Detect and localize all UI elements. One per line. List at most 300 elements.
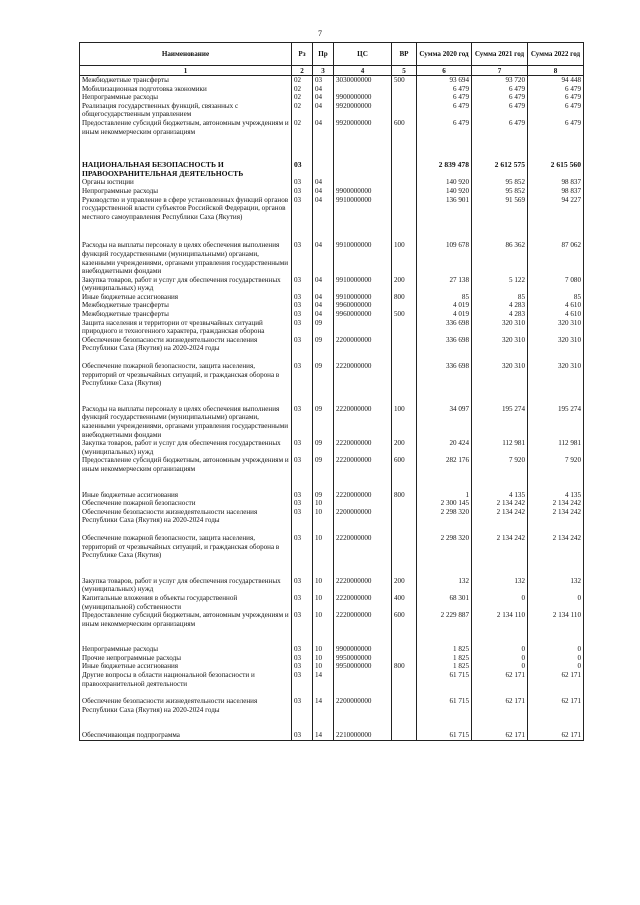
row-name: Межбюджетные трансферты bbox=[80, 310, 292, 319]
column-number: 3 bbox=[313, 66, 334, 76]
row-vr bbox=[392, 187, 417, 196]
row-vr bbox=[392, 336, 417, 362]
row-cs: 2220000000 bbox=[334, 611, 392, 645]
row-cs bbox=[334, 178, 392, 187]
row-name: Расходы на выплаты персоналу в целях обеспечения выполнения функций государственными (муниципальными) органами, казенными учреждениями, органами управления государственными внебюджетными фондами bbox=[80, 405, 292, 439]
row-name: Закупка товаров, работ и услуг для обеспечения государственных (муниципальных) нужд bbox=[80, 439, 292, 456]
row-sum-2022: 94 227 bbox=[528, 196, 584, 242]
row-cs: 9900000000 bbox=[334, 645, 392, 654]
column-number: 2 bbox=[292, 66, 313, 76]
row-sum-2022: 4 610 bbox=[528, 310, 584, 319]
row-rz: 03 bbox=[292, 491, 313, 500]
column-number: 4 bbox=[334, 66, 392, 76]
row-sum-2022: 98 837 bbox=[528, 178, 584, 187]
row-sum-2022: 62 171 bbox=[528, 731, 584, 740]
row-sum-2021: 4 283 bbox=[472, 301, 528, 310]
row-pr: 04 bbox=[313, 301, 334, 310]
row-sum-2021: 0 bbox=[472, 654, 528, 663]
row-sum-2021: 6 479 bbox=[472, 93, 528, 102]
header-vr: ВР bbox=[392, 43, 417, 66]
row-vr bbox=[392, 153, 417, 178]
table-row bbox=[80, 697, 584, 731]
row-sum-2021: 91 569 bbox=[472, 196, 528, 242]
row-sum-2022: 98 837 bbox=[528, 187, 584, 196]
row-sum-2021: 2 134 242 bbox=[472, 508, 528, 534]
row-rz: 03 bbox=[292, 731, 313, 740]
row-pr: 10 bbox=[313, 611, 334, 645]
row-rz: 03 bbox=[292, 611, 313, 645]
table-row bbox=[80, 577, 584, 594]
row-cs bbox=[334, 85, 392, 94]
row-pr: 10 bbox=[313, 662, 334, 671]
row-sum-2021: 7 920 bbox=[472, 456, 528, 490]
column-number: 6 bbox=[417, 66, 472, 76]
row-cs: 2220000000 bbox=[334, 439, 392, 456]
row-sum-2022: 94 448 bbox=[528, 76, 584, 85]
row-pr: 10 bbox=[313, 594, 334, 611]
row-sum-2021: 95 852 bbox=[472, 178, 528, 187]
row-sum-2020: 140 920 bbox=[417, 178, 472, 187]
row-pr: 04 bbox=[313, 293, 334, 302]
row-name: Иные бюджетные ассигнования bbox=[80, 662, 292, 671]
row-sum-2020: 1 825 bbox=[417, 654, 472, 663]
row-sum-2020: 2 300 145 bbox=[417, 499, 472, 508]
row-sum-2021: 2 134 242 bbox=[472, 499, 528, 508]
row-sum-2021: 6 479 bbox=[472, 102, 528, 119]
table-row bbox=[80, 178, 584, 187]
table-row bbox=[80, 534, 584, 577]
row-sum-2020: 136 901 bbox=[417, 196, 472, 242]
row-vr bbox=[392, 301, 417, 310]
row-sum-2022: 62 171 bbox=[528, 697, 584, 731]
row-sum-2020: 282 176 bbox=[417, 456, 472, 490]
row-sum-2020: 336 698 bbox=[417, 319, 472, 336]
row-cs: 9910000000 bbox=[334, 276, 392, 293]
row-pr: 10 bbox=[313, 654, 334, 663]
row-name: Непрограммные расходы bbox=[80, 645, 292, 654]
row-rz: 03 bbox=[292, 508, 313, 534]
row-rz: 02 bbox=[292, 76, 313, 85]
table-row bbox=[80, 276, 584, 293]
header-sum-2020: Сумма 2020 год bbox=[417, 43, 472, 66]
row-vr bbox=[392, 654, 417, 663]
row-sum-2022: 62 171 bbox=[528, 671, 584, 697]
table-row bbox=[80, 153, 584, 178]
page-number: 7 bbox=[318, 29, 322, 38]
table-row bbox=[80, 611, 584, 645]
table-row bbox=[80, 439, 584, 456]
row-sum-2022: 7 080 bbox=[528, 276, 584, 293]
row-vr: 800 bbox=[392, 491, 417, 500]
column-number: 7 bbox=[472, 66, 528, 76]
row-pr: 04 bbox=[313, 187, 334, 196]
row-sum-2022: 4 610 bbox=[528, 301, 584, 310]
row-vr: 500 bbox=[392, 76, 417, 85]
row-sum-2020: 6 479 bbox=[417, 93, 472, 102]
row-sum-2021: 0 bbox=[472, 594, 528, 611]
row-pr: 04 bbox=[313, 93, 334, 102]
row-vr bbox=[392, 499, 417, 508]
table-row bbox=[80, 594, 584, 611]
row-name: Межбюджетные трансферты bbox=[80, 76, 292, 85]
row-rz: 03 bbox=[292, 336, 313, 362]
row-pr: 04 bbox=[313, 276, 334, 293]
row-cs: 2220000000 bbox=[334, 456, 392, 490]
row-sum-2021: 0 bbox=[472, 645, 528, 654]
row-sum-2021: 93 720 bbox=[472, 76, 528, 85]
row-cs: 2200000000 bbox=[334, 336, 392, 362]
row-vr: 600 bbox=[392, 611, 417, 645]
row-cs: 2220000000 bbox=[334, 594, 392, 611]
table-row bbox=[80, 336, 584, 362]
row-sum-2022: 0 bbox=[528, 645, 584, 654]
row-rz: 03 bbox=[292, 153, 313, 178]
table-row bbox=[80, 301, 584, 310]
row-rz: 03 bbox=[292, 439, 313, 456]
row-sum-2020: 61 715 bbox=[417, 697, 472, 731]
row-sum-2021: 132 bbox=[472, 577, 528, 594]
row-rz: 03 bbox=[292, 319, 313, 336]
row-sum-2022: 7 920 bbox=[528, 456, 584, 490]
table-row bbox=[80, 241, 584, 275]
row-vr bbox=[392, 178, 417, 187]
table-row bbox=[80, 654, 584, 663]
row-sum-2022: 6 479 bbox=[528, 93, 584, 102]
row-sum-2021: 4 135 bbox=[472, 491, 528, 500]
row-rz: 02 bbox=[292, 102, 313, 119]
row-vr: 200 bbox=[392, 276, 417, 293]
row-vr: 600 bbox=[392, 119, 417, 153]
row-vr: 100 bbox=[392, 405, 417, 439]
row-sum-2021: 6 479 bbox=[472, 85, 528, 94]
row-sum-2021: 62 171 bbox=[472, 697, 528, 731]
row-pr: 09 bbox=[313, 405, 334, 439]
row-name: Расходы на выплаты персоналу в целях обеспечения выполнения функций государственными (муниципальными) органами, казенными учреждениями, органами управления государственными внебюджетными фондами bbox=[80, 241, 292, 275]
row-sum-2020: 2 229 887 bbox=[417, 611, 472, 645]
row-cs: 3030000000 bbox=[334, 76, 392, 85]
row-cs: 9950000000 bbox=[334, 662, 392, 671]
row-sum-2021: 320 310 bbox=[472, 362, 528, 405]
header-row bbox=[80, 43, 584, 66]
row-sum-2022: 132 bbox=[528, 577, 584, 594]
row-sum-2020: 1 825 bbox=[417, 662, 472, 671]
table-row bbox=[80, 405, 584, 439]
row-vr: 500 bbox=[392, 310, 417, 319]
row-sum-2022: 112 981 bbox=[528, 439, 584, 456]
row-rz: 03 bbox=[292, 196, 313, 242]
header-sum-2021: Сумма 2021 год bbox=[472, 43, 528, 66]
row-sum-2022: 0 bbox=[528, 594, 584, 611]
row-name: Непрограммные расходы bbox=[80, 187, 292, 196]
row-sum-2022: 2 134 242 bbox=[528, 508, 584, 534]
row-rz: 03 bbox=[292, 456, 313, 490]
row-sum-2020: 4 019 bbox=[417, 310, 472, 319]
row-rz: 03 bbox=[292, 301, 313, 310]
row-cs: 2220000000 bbox=[334, 534, 392, 577]
row-sum-2022: 4 135 bbox=[528, 491, 584, 500]
column-number: 1 bbox=[80, 66, 292, 76]
row-vr: 800 bbox=[392, 293, 417, 302]
row-name: Обеспечение пожарной безопасности bbox=[80, 499, 292, 508]
row-rz: 03 bbox=[292, 577, 313, 594]
row-cs: 2220000000 bbox=[334, 405, 392, 439]
row-rz: 03 bbox=[292, 405, 313, 439]
row-cs: 9910000000 bbox=[334, 293, 392, 302]
row-sum-2021: 95 852 bbox=[472, 187, 528, 196]
table-row bbox=[80, 645, 584, 654]
row-pr: 09 bbox=[313, 362, 334, 405]
row-sum-2020: 4 019 bbox=[417, 301, 472, 310]
row-sum-2020: 1 bbox=[417, 491, 472, 500]
row-sum-2020: 1 825 bbox=[417, 645, 472, 654]
row-vr bbox=[392, 93, 417, 102]
row-pr: 04 bbox=[313, 310, 334, 319]
row-name: Обеспечение пожарной безопасности, защита населения, территорий от чрезвычайных ситуаций, и гражданская оборона в Республике Саха (Якутия) bbox=[80, 362, 292, 405]
row-rz: 03 bbox=[292, 697, 313, 731]
row-sum-2022: 2 134 242 bbox=[528, 534, 584, 577]
row-name: Закупка товаров, работ и услуг для обеспечения государственных (муниципальных) нужд bbox=[80, 276, 292, 293]
row-name: Иные бюджетные ассигнования bbox=[80, 293, 292, 302]
row-sum-2021: 320 310 bbox=[472, 336, 528, 362]
row-pr: 10 bbox=[313, 508, 334, 534]
row-pr: 04 bbox=[313, 85, 334, 94]
row-sum-2022: 0 bbox=[528, 662, 584, 671]
row-pr: 03 bbox=[313, 76, 334, 85]
row-rz: 03 bbox=[292, 534, 313, 577]
row-sum-2022: 320 310 bbox=[528, 319, 584, 336]
row-pr: 14 bbox=[313, 731, 334, 740]
row-vr bbox=[392, 731, 417, 740]
row-sum-2021: 5 122 bbox=[472, 276, 528, 293]
row-vr bbox=[392, 671, 417, 697]
row-sum-2021: 2 612 575 bbox=[472, 153, 528, 178]
row-sum-2022: 85 bbox=[528, 293, 584, 302]
row-rz: 03 bbox=[292, 293, 313, 302]
row-sum-2020: 27 138 bbox=[417, 276, 472, 293]
row-cs: 9900000000 bbox=[334, 93, 392, 102]
row-rz: 03 bbox=[292, 645, 313, 654]
row-sum-2022: 320 310 bbox=[528, 362, 584, 405]
row-name: Руководство и управление в сфере установленных функций органов государственной власти субъектов Российской Федерации, органов местного самоуправления Республики Саха (Якутия) bbox=[80, 196, 292, 242]
row-vr bbox=[392, 102, 417, 119]
row-cs bbox=[334, 153, 392, 178]
row-sum-2022: 195 274 bbox=[528, 405, 584, 439]
table-row bbox=[80, 319, 584, 336]
row-sum-2020: 336 698 bbox=[417, 362, 472, 405]
table-row bbox=[80, 731, 584, 740]
table-row bbox=[80, 293, 584, 302]
row-pr: 14 bbox=[313, 697, 334, 731]
table-row bbox=[80, 508, 584, 534]
row-vr bbox=[392, 697, 417, 731]
table-row bbox=[80, 671, 584, 697]
table-row bbox=[80, 491, 584, 500]
row-name: Непрограммные расходы bbox=[80, 93, 292, 102]
table-body bbox=[80, 76, 584, 741]
row-name: Предоставление субсидий бюджетным, автономным учреждениям и иным некоммерческим организациям bbox=[80, 119, 292, 153]
table-row bbox=[80, 196, 584, 242]
row-rz: 02 bbox=[292, 93, 313, 102]
row-vr bbox=[392, 319, 417, 336]
row-sum-2022: 2 134 242 bbox=[528, 499, 584, 508]
row-name: Предоставление субсидий бюджетным, автономным учреждениям и иным некоммерческим организациям bbox=[80, 611, 292, 645]
row-sum-2020: 93 694 bbox=[417, 76, 472, 85]
row-sum-2022: 87 062 bbox=[528, 241, 584, 275]
budget-table bbox=[79, 42, 584, 741]
table-row bbox=[80, 119, 584, 153]
row-cs bbox=[334, 499, 392, 508]
table-row bbox=[80, 310, 584, 319]
row-sum-2020: 61 715 bbox=[417, 731, 472, 740]
row-pr: 04 bbox=[313, 119, 334, 153]
row-sum-2021: 2 134 242 bbox=[472, 534, 528, 577]
row-rz: 03 bbox=[292, 241, 313, 275]
row-pr: 10 bbox=[313, 645, 334, 654]
row-name: НАЦИОНАЛЬНАЯ БЕЗОПАСНОСТЬ И ПРАВООХРАНИТЕЛЬНАЯ ДЕЯТЕЛЬНОСТЬ bbox=[80, 153, 292, 178]
table-row bbox=[80, 499, 584, 508]
table-row bbox=[80, 102, 584, 119]
row-name: Обеспечивающая подпрограмма bbox=[80, 731, 292, 740]
row-name: Иные бюджетные ассигнования bbox=[80, 491, 292, 500]
table-row bbox=[80, 187, 584, 196]
row-cs: 2200000000 bbox=[334, 508, 392, 534]
row-pr bbox=[313, 153, 334, 178]
row-name: Обеспечение безопасности жизнедеятельности населения Республики Саха (Якутия) на 2020-2024 годы bbox=[80, 336, 292, 362]
header-sum-2022: Сумма 2022 год bbox=[528, 43, 584, 66]
row-sum-2021: 85 bbox=[472, 293, 528, 302]
row-sum-2022: 2 615 560 bbox=[528, 153, 584, 178]
row-name: Органы юстиции bbox=[80, 178, 292, 187]
row-pr: 04 bbox=[313, 196, 334, 242]
row-rz: 03 bbox=[292, 499, 313, 508]
row-cs: 2210000000 bbox=[334, 731, 392, 740]
row-pr: 09 bbox=[313, 491, 334, 500]
row-sum-2020: 85 bbox=[417, 293, 472, 302]
table-row bbox=[80, 362, 584, 405]
row-name: Другие вопросы в области национальной безопасности и правоохранительной деятельности bbox=[80, 671, 292, 697]
row-cs: 9950000000 bbox=[334, 654, 392, 663]
row-sum-2021: 0 bbox=[472, 662, 528, 671]
row-pr: 09 bbox=[313, 319, 334, 336]
row-sum-2020: 6 479 bbox=[417, 102, 472, 119]
row-rz: 03 bbox=[292, 276, 313, 293]
row-rz: 02 bbox=[292, 119, 313, 153]
header-name: Наименование bbox=[80, 43, 292, 66]
row-vr: 200 bbox=[392, 439, 417, 456]
row-sum-2020: 20 424 bbox=[417, 439, 472, 456]
row-vr bbox=[392, 85, 417, 94]
row-rz: 03 bbox=[292, 654, 313, 663]
row-name: Закупка товаров, работ и услуг для обеспечения государственных (муниципальных) нужд bbox=[80, 577, 292, 594]
row-sum-2021: 62 171 bbox=[472, 731, 528, 740]
table-row bbox=[80, 85, 584, 94]
row-cs: 9910000000 bbox=[334, 241, 392, 275]
row-sum-2022: 6 479 bbox=[528, 102, 584, 119]
table-row bbox=[80, 93, 584, 102]
row-vr: 400 bbox=[392, 594, 417, 611]
row-vr bbox=[392, 534, 417, 577]
row-pr: 10 bbox=[313, 499, 334, 508]
row-pr: 09 bbox=[313, 456, 334, 490]
row-pr: 14 bbox=[313, 671, 334, 697]
row-sum-2021: 320 310 bbox=[472, 319, 528, 336]
row-rz: 03 bbox=[292, 362, 313, 405]
row-pr: 10 bbox=[313, 534, 334, 577]
row-vr bbox=[392, 645, 417, 654]
row-sum-2022: 0 bbox=[528, 654, 584, 663]
row-vr: 200 bbox=[392, 577, 417, 594]
row-cs: 9920000000 bbox=[334, 102, 392, 119]
row-sum-2022: 2 134 110 bbox=[528, 611, 584, 645]
row-pr: 04 bbox=[313, 178, 334, 187]
row-sum-2022: 6 479 bbox=[528, 119, 584, 153]
row-sum-2021: 62 171 bbox=[472, 671, 528, 697]
row-vr: 600 bbox=[392, 456, 417, 490]
row-name: Обеспечение пожарной безопасности, защита населения, территорий от чрезвычайных ситуаций, и гражданская оборона в Республике Саха (Якутия) bbox=[80, 534, 292, 577]
header-pr: Пр bbox=[313, 43, 334, 66]
row-sum-2021: 6 479 bbox=[472, 119, 528, 153]
row-vr: 800 bbox=[392, 662, 417, 671]
row-name: Предоставление субсидий бюджетным, автономным учреждениям и иным некоммерческим организациям bbox=[80, 456, 292, 490]
row-rz: 03 bbox=[292, 594, 313, 611]
row-sum-2021: 4 283 bbox=[472, 310, 528, 319]
row-rz: 03 bbox=[292, 187, 313, 196]
row-vr: 100 bbox=[392, 241, 417, 275]
row-rz: 03 bbox=[292, 671, 313, 697]
row-name: Защита населения и территории от чрезвычайных ситуаций природного и техногенного характера, гражданская оборона bbox=[80, 319, 292, 336]
row-rz: 03 bbox=[292, 662, 313, 671]
column-number: 8 bbox=[528, 66, 584, 76]
row-sum-2020: 336 698 bbox=[417, 336, 472, 362]
row-cs: 2220000000 bbox=[334, 362, 392, 405]
row-cs bbox=[334, 671, 392, 697]
row-cs bbox=[334, 319, 392, 336]
row-rz: 02 bbox=[292, 85, 313, 94]
row-cs: 9910000000 bbox=[334, 196, 392, 242]
row-sum-2020: 61 715 bbox=[417, 671, 472, 697]
row-name: Реализация государственных функций, связанных с общегосударственным управлением bbox=[80, 102, 292, 119]
row-sum-2020: 109 678 bbox=[417, 241, 472, 275]
column-number: 5 bbox=[392, 66, 417, 76]
row-cs: 2200000000 bbox=[334, 697, 392, 731]
row-name: Межбюджетные трансферты bbox=[80, 301, 292, 310]
column-number-row bbox=[80, 66, 584, 76]
row-sum-2021: 86 362 bbox=[472, 241, 528, 275]
row-sum-2020: 6 479 bbox=[417, 119, 472, 153]
row-sum-2021: 112 981 bbox=[472, 439, 528, 456]
row-cs: 9920000000 bbox=[334, 119, 392, 153]
row-sum-2021: 195 274 bbox=[472, 405, 528, 439]
row-cs: 9900000000 bbox=[334, 187, 392, 196]
row-pr: 04 bbox=[313, 102, 334, 119]
row-vr bbox=[392, 362, 417, 405]
table-row bbox=[80, 456, 584, 490]
row-rz: 03 bbox=[292, 310, 313, 319]
table-row bbox=[80, 76, 584, 85]
row-cs: 2220000000 bbox=[334, 577, 392, 594]
row-name: Мобилизационная подготовка экономики bbox=[80, 85, 292, 94]
row-sum-2021: 2 134 110 bbox=[472, 611, 528, 645]
row-cs: 9960000000 bbox=[334, 310, 392, 319]
row-pr: 10 bbox=[313, 577, 334, 594]
row-sum-2020: 140 920 bbox=[417, 187, 472, 196]
row-sum-2022: 6 479 bbox=[528, 85, 584, 94]
row-sum-2020: 2 839 478 bbox=[417, 153, 472, 178]
row-sum-2020: 132 bbox=[417, 577, 472, 594]
row-cs: 2220000000 bbox=[334, 491, 392, 500]
row-sum-2020: 34 097 bbox=[417, 405, 472, 439]
row-rz: 03 bbox=[292, 178, 313, 187]
